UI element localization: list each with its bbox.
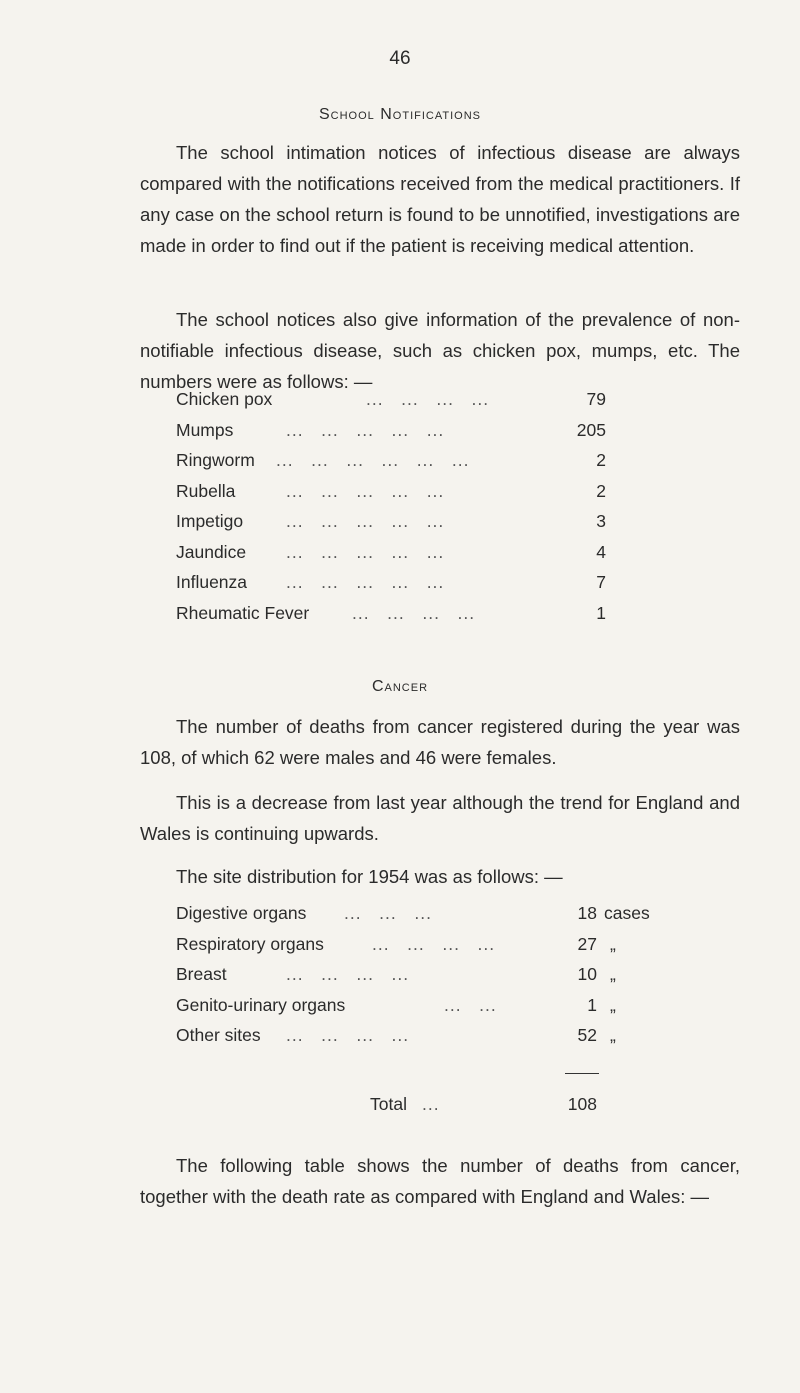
list-item bbox=[176, 476, 606, 507]
item-unit: „ bbox=[610, 964, 616, 984]
leader-dots: ... ... ... bbox=[344, 903, 432, 923]
total-label: Total bbox=[370, 1094, 407, 1114]
item-name: Respiratory organs bbox=[176, 933, 324, 954]
list-item bbox=[176, 1020, 666, 1051]
item-name: Influenza bbox=[176, 572, 248, 592]
list-item bbox=[176, 990, 666, 1021]
leader-dots: ... ... ... ... bbox=[286, 964, 410, 984]
school-paragraph-2: The school notices also give information of the prevalence of non-notifiable infectious disease, such as chicken pox, mumps, etc. The numbers were as follows: — bbox=[140, 309, 740, 392]
list-item bbox=[176, 445, 606, 476]
item-value: 7 bbox=[596, 572, 606, 592]
item-value: 1 bbox=[587, 994, 597, 1015]
list-item bbox=[176, 898, 666, 929]
leader-dots: ... ... ... ... bbox=[366, 389, 490, 409]
item-value: 10 bbox=[577, 964, 597, 984]
total-rule bbox=[565, 1073, 599, 1074]
item-name: Rubella bbox=[176, 480, 236, 501]
item-value: 27 bbox=[577, 933, 597, 954]
list-item bbox=[176, 415, 606, 446]
cancer-paragraph-1: The number of deaths from cancer registered during the year was 108, of which 62 were males and 46 were females. bbox=[140, 716, 740, 768]
item-value: 4 bbox=[596, 541, 606, 562]
item-unit: „ bbox=[610, 1025, 616, 1045]
leader-dots: ... ... ... ... ... bbox=[286, 572, 445, 592]
list-item bbox=[176, 567, 606, 598]
list-item bbox=[176, 384, 606, 415]
school-notifications-heading: School Notifications bbox=[319, 106, 481, 123]
cancer-paragraph-2: This is a decrease from last year although the trend for England and Wales is continuing upwards. bbox=[140, 792, 740, 844]
item-unit: cases bbox=[604, 903, 650, 923]
item-value: 2 bbox=[596, 480, 606, 501]
leader-dots: ... ... ... ... ... bbox=[286, 511, 445, 531]
item-unit: „ bbox=[610, 994, 616, 1015]
leader-dots: ... ... ... ... bbox=[286, 1025, 410, 1045]
total-row bbox=[176, 1089, 606, 1120]
item-value: 2 bbox=[596, 450, 606, 470]
leader-dots: ... bbox=[422, 1094, 440, 1114]
item-value: 18 bbox=[577, 903, 597, 923]
total-value: 108 bbox=[567, 1094, 597, 1114]
leader-dots: ... ... bbox=[444, 994, 497, 1015]
leader-dots: ... ... ... ... bbox=[372, 933, 496, 954]
leader-dots: ... ... ... ... ... bbox=[286, 480, 445, 501]
total-line bbox=[176, 1089, 606, 1120]
list-item bbox=[176, 929, 666, 960]
school-paragraph-1: The school intimation notices of infectious disease are always compared with the notifications received from the medical practitioners. If any case on the school return is found to be unnotified, investigations are made in order to find out if the patient is receiving medical attention. bbox=[140, 142, 740, 256]
item-name: Chicken pox bbox=[176, 389, 273, 409]
school-notifications-list bbox=[176, 384, 606, 628]
list-item bbox=[176, 959, 666, 990]
item-value: 205 bbox=[576, 419, 606, 440]
leader-dots: ... ... ... ... ... bbox=[286, 541, 445, 562]
item-value: 3 bbox=[596, 511, 606, 531]
list-item bbox=[176, 506, 606, 537]
page-number: 46 bbox=[389, 48, 411, 69]
item-name: Mumps bbox=[176, 419, 234, 440]
list-item bbox=[176, 598, 606, 629]
item-name: Other sites bbox=[176, 1025, 261, 1045]
leader-dots: ... ... ... ... ... ... bbox=[276, 450, 470, 470]
cancer-heading: Cancer bbox=[371, 678, 429, 695]
item-name: Jaundice bbox=[176, 541, 247, 562]
item-value: 52 bbox=[577, 1025, 597, 1045]
item-name: Digestive organs bbox=[176, 903, 307, 923]
leader-dots: ... ... ... ... bbox=[352, 602, 476, 623]
item-value: 1 bbox=[596, 602, 606, 623]
item-unit: „ bbox=[610, 933, 616, 954]
item-name: Ringworm bbox=[176, 450, 255, 470]
item-name: Impetigo bbox=[176, 511, 244, 531]
cancer-site-list bbox=[176, 898, 666, 1051]
item-name: Genito-urinary organs bbox=[176, 994, 346, 1015]
leader-dots: ... ... ... ... ... bbox=[286, 419, 445, 440]
cancer-paragraph-3: The site distribution for 1954 was as follows: — bbox=[176, 866, 563, 887]
item-name: Rheumatic Fever bbox=[176, 602, 310, 623]
item-value: 79 bbox=[586, 389, 606, 409]
item-name: Breast bbox=[176, 964, 227, 984]
cancer-paragraph-4: The following table shows the number of deaths from cancer, together with the death rate as compared with England and Wales: — bbox=[140, 1155, 740, 1207]
list-item bbox=[176, 537, 606, 568]
